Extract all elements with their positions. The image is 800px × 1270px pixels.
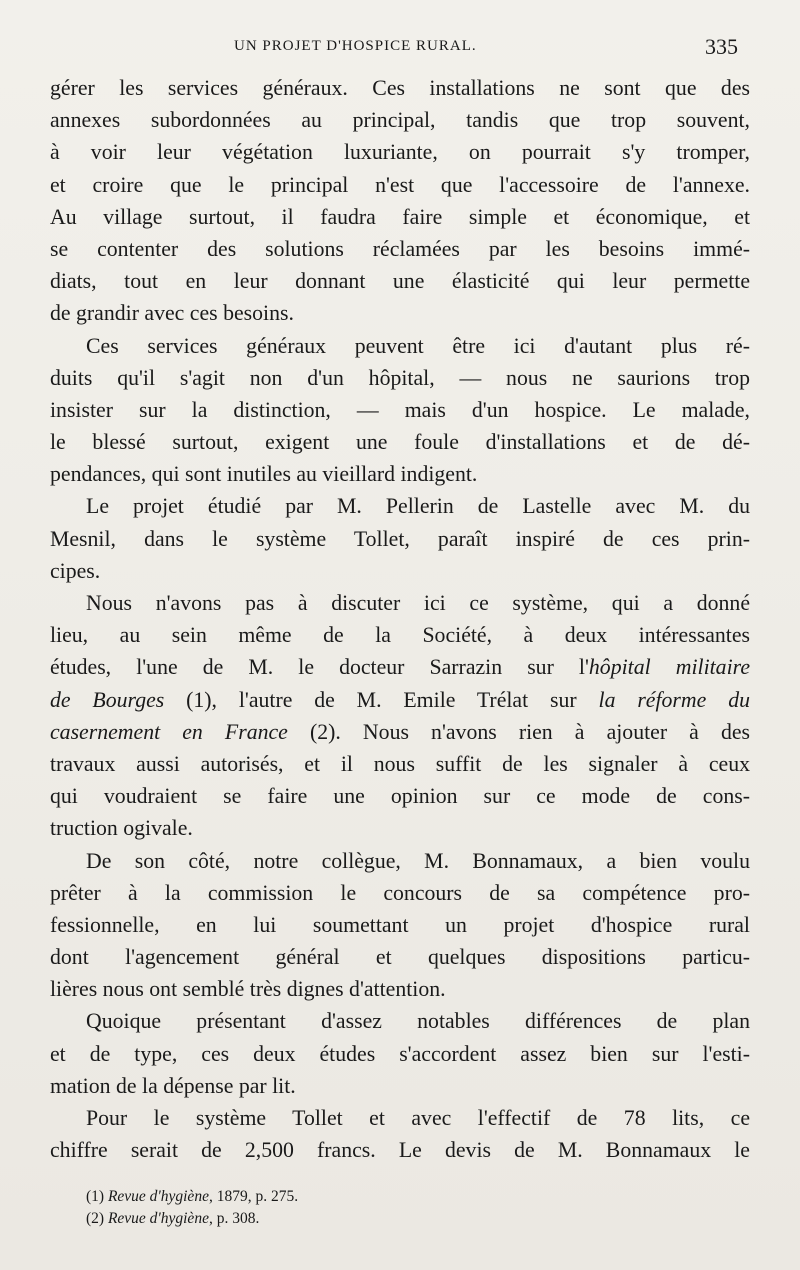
text-line: mation de la dépense par lit. bbox=[50, 1073, 296, 1098]
footnotes bbox=[86, 1186, 686, 1230]
text-line: et croire que le principal n'est que l'accessoire de l'annexe. bbox=[50, 172, 750, 197]
text-line: le blessé surtout, exigent une foule d'installations et de dé- bbox=[50, 430, 750, 455]
text-line: lières nous ont semblé très dignes d'attention. bbox=[50, 977, 446, 1002]
text-line: Nous n'avons pas à discuter ici ce système, qui a donné bbox=[86, 591, 750, 615]
text-line: Quoique présentant d'assez notables différences de plan bbox=[86, 1009, 750, 1034]
text-line: diats, tout en leur donnant une élasticité qui leur permette bbox=[50, 269, 750, 294]
text-run: études, l'une de M. le docteur Sarrazin sur l' bbox=[50, 655, 589, 680]
body-text bbox=[50, 72, 750, 1166]
footnote-text: , p. 308. bbox=[208, 1210, 260, 1227]
running-title: UN PROJET D'HOSPICE RURAL. bbox=[234, 38, 477, 54]
footnote bbox=[86, 1186, 686, 1208]
text-line: annexes subordonnées au principal, tandis que trop souvent, bbox=[50, 108, 750, 133]
text-run: (2). Nous n'avons rien à ajouter à des bbox=[287, 719, 750, 744]
text-line: qui voudraient se faire une opinion sur ce mode de cons- bbox=[50, 784, 750, 809]
text-line: Ces services généraux peuvent être ici d'autant plus ré- bbox=[86, 333, 750, 358]
text-line: prêter à la commission le concours de sa compétence pro- bbox=[50, 880, 750, 905]
page-header bbox=[52, 34, 742, 64]
footnote bbox=[86, 1208, 686, 1230]
italic-run: la réforme du bbox=[598, 687, 750, 712]
text-line: duits qu'il s'agit non d'un hôpital, — nous ne saurions trop bbox=[50, 365, 750, 390]
footnote-source: Revue d'hygiène bbox=[107, 1188, 209, 1205]
text-line: et de type, ces deux études s'accordent assez bien sur l'esti- bbox=[50, 1041, 750, 1066]
text-line: gérer les services généraux. Ces installations ne sont que des bbox=[50, 76, 750, 100]
text-line: travaux aussi autorisés, et il nous suffit de les signaler à ceux bbox=[50, 751, 750, 776]
text-line: Pour le système Tollet et avec l'effectif de 78 lits, ce bbox=[86, 1106, 750, 1130]
italic-run: hôpital militaire bbox=[588, 655, 750, 680]
footnote-marker: (2) bbox=[86, 1210, 108, 1227]
text-line: Le projet étudié par M. Pellerin de Lastelle avec M. du bbox=[86, 494, 750, 519]
footnote-marker: (1) bbox=[86, 1188, 108, 1205]
text-line: insister sur la distinction, — mais d'un hospice. Le malade, bbox=[50, 397, 750, 422]
text-line: De son côté, notre collègue, M. Bonnamaux, a bien voulu bbox=[86, 848, 750, 873]
text-line: Mesnil, dans le système Tollet, paraît inspiré de ces prin- bbox=[50, 526, 750, 551]
text-line: truction ogivale. bbox=[50, 816, 193, 841]
text-line bbox=[50, 684, 750, 716]
text-run: (1), l'autre de M. Emile Trélat sur bbox=[164, 687, 599, 712]
text-line: lieu, au sein même de la Société, à deux intéressantes bbox=[50, 623, 750, 648]
footnote-text: , 1879, p. 275. bbox=[208, 1188, 299, 1205]
footnote-source: Revue d'hygiène bbox=[107, 1210, 209, 1227]
text-line bbox=[50, 716, 750, 748]
text-line: à voir leur végétation luxuriante, on pourrait s'y tromper, bbox=[50, 140, 750, 165]
page-number: 335 bbox=[705, 34, 738, 59]
text-line bbox=[50, 651, 750, 683]
text-line: se contenter des solutions réclamées par les besoins immé- bbox=[50, 236, 750, 261]
text-line: fessionnelle, en lui soumettant un projet d'hospice rural bbox=[50, 912, 750, 937]
text-line: dont l'agencement général et quelques dispositions particu- bbox=[50, 945, 750, 970]
text-line: pendances, qui sont inutiles au vieillard indigent. bbox=[50, 462, 478, 487]
text-line: cipes. bbox=[50, 558, 101, 583]
text-line: Au village surtout, il faudra faire simple et économique, et bbox=[50, 204, 750, 229]
italic-run: de Bourges bbox=[50, 687, 165, 712]
text-line: de grandir avec ces besoins. bbox=[50, 301, 294, 326]
italic-run: casernement en France bbox=[50, 719, 288, 744]
text-line: chiffre serait de 2,500 francs. Le devis de M. Bonnamaux le bbox=[50, 1138, 750, 1163]
